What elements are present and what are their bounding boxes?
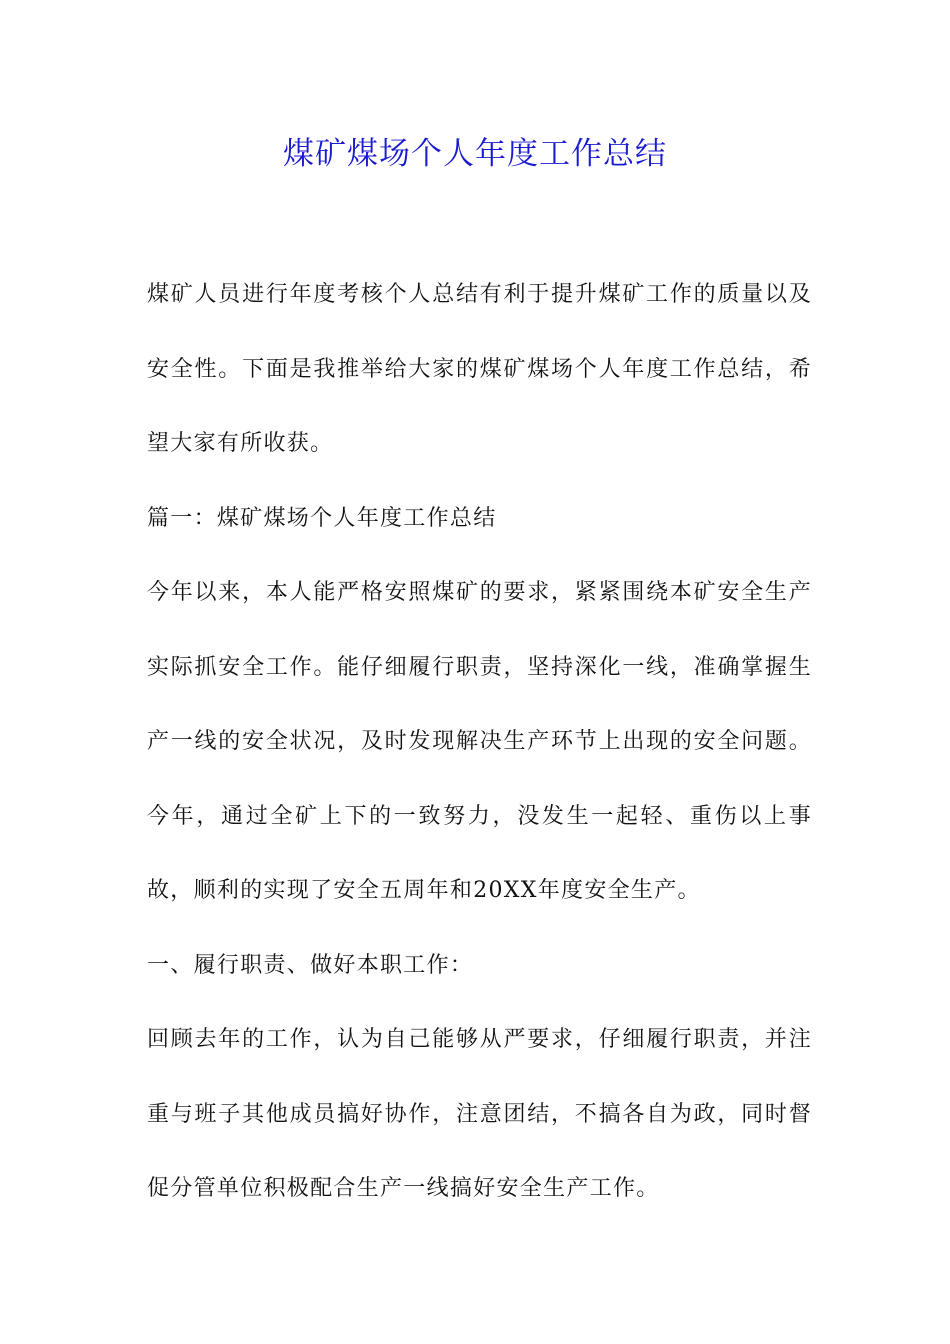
intro-paragraph: 煤矿人员进行年度考核个人总结有利于提升煤矿工作的质量以及安全性。下面是我推举给大家的煤矿煤场个人年度工作总结，希望大家有所收获。 [147, 282, 812, 456]
review-paragraph: 回顾去年的工作，认为自己能够从严要求，仔细履行职责，并注重与班子其他成员搞好协作，注意团结，不搞各自为政，同时督促分管单位积极配合生产一线搞好安全生产工作。 [147, 1027, 812, 1201]
document-body [147, 258, 812, 1227]
document-title: 煤矿煤场个人年度工作总结 [283, 136, 667, 172]
section-heading-duties: 一、履行职责、做好本职工作： [147, 952, 474, 978]
summary-paragraph: 今年以来，本人能严格安照煤矿的要求，紧紧围绕本矿安全生产实际抓安全工作。能仔细履行职责，坚持深化一线，准确掌握生产一线的安全状况，及时发现解决生产环节上出现的安全问题。今年，通过全矿上下的一致努力，没发生一起轻、重伤以上事故，顺利的实现了安全五周年和20XX年度安全生产。 [147, 580, 812, 903]
section-heading-part-one: 篇一：煤矿煤场个人年度工作总结 [147, 505, 497, 531]
